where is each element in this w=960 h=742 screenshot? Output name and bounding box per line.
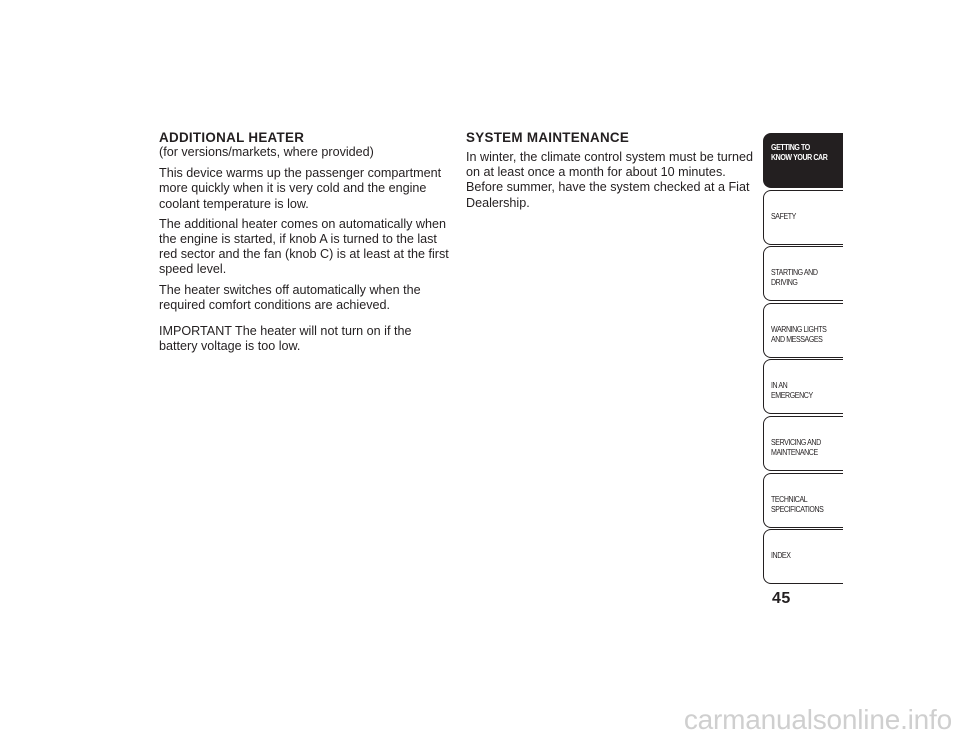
tab-label: WARNING LIGHTS AND MESSAGES: [771, 323, 827, 344]
tab-technical-specifications[interactable]: [763, 473, 843, 528]
tab-warning-lights-and-messages[interactable]: [763, 303, 843, 358]
maintenance-paragraph: In winter, the climate control system must be turned on at least once a month for about 10 minutes. Before summer, have the system checked at a Fiat Dealership.: [466, 150, 753, 210]
tab-label: INDEX: [771, 550, 791, 561]
paragraph-1: This device warms up the passenger compartment more quickly when it is very cold and the engine coolant temperature is low.: [159, 166, 442, 211]
additional-heater-subheading: (for versions/markets, where provided): [159, 145, 374, 159]
tab-starting-and-driving[interactable]: [763, 246, 843, 301]
important-note: IMPORTANT The heater will not turn on if the battery voltage is too low.: [159, 324, 412, 354]
system-maintenance-heading: SYSTEM MAINTENANCE: [466, 130, 630, 145]
additional-heater-heading: ADDITIONAL HEATER: [159, 130, 305, 145]
tab-label: SAFETY: [771, 210, 796, 221]
right-column: [466, 130, 754, 216]
chapter-tabs: [763, 133, 843, 586]
watermark: carmanualsonline.info: [683, 704, 952, 735]
left-column: [159, 130, 449, 359]
tab-servicing-and-maintenance[interactable]: [763, 416, 843, 471]
tab-in-an-emergency[interactable]: [763, 359, 843, 414]
tab-label: SERVICING AND MAINTENANCE: [771, 436, 821, 457]
tab-label: TECHNICAL SPECIFICATIONS: [771, 493, 824, 514]
tab-label: GETTING TO KNOW YOUR CAR: [771, 142, 828, 162]
page-number: 45: [772, 590, 791, 607]
paragraph-2: The additional heater comes on automatically when the engine is started, if knob A is turned to the last red sector and the fan (knob C) is at least at the first speed level.: [159, 216, 449, 277]
tab-label: IN AN EMERGENCY: [771, 380, 813, 401]
tab-getting-to-know-your-car[interactable]: [763, 133, 843, 188]
tab-label: STARTING AND DRIVING: [771, 267, 818, 288]
paragraph-3: The heater switches off automatically when the required comfort conditions are achieved.: [159, 282, 421, 312]
tab-index[interactable]: [763, 529, 843, 584]
tab-safety[interactable]: [763, 190, 843, 245]
